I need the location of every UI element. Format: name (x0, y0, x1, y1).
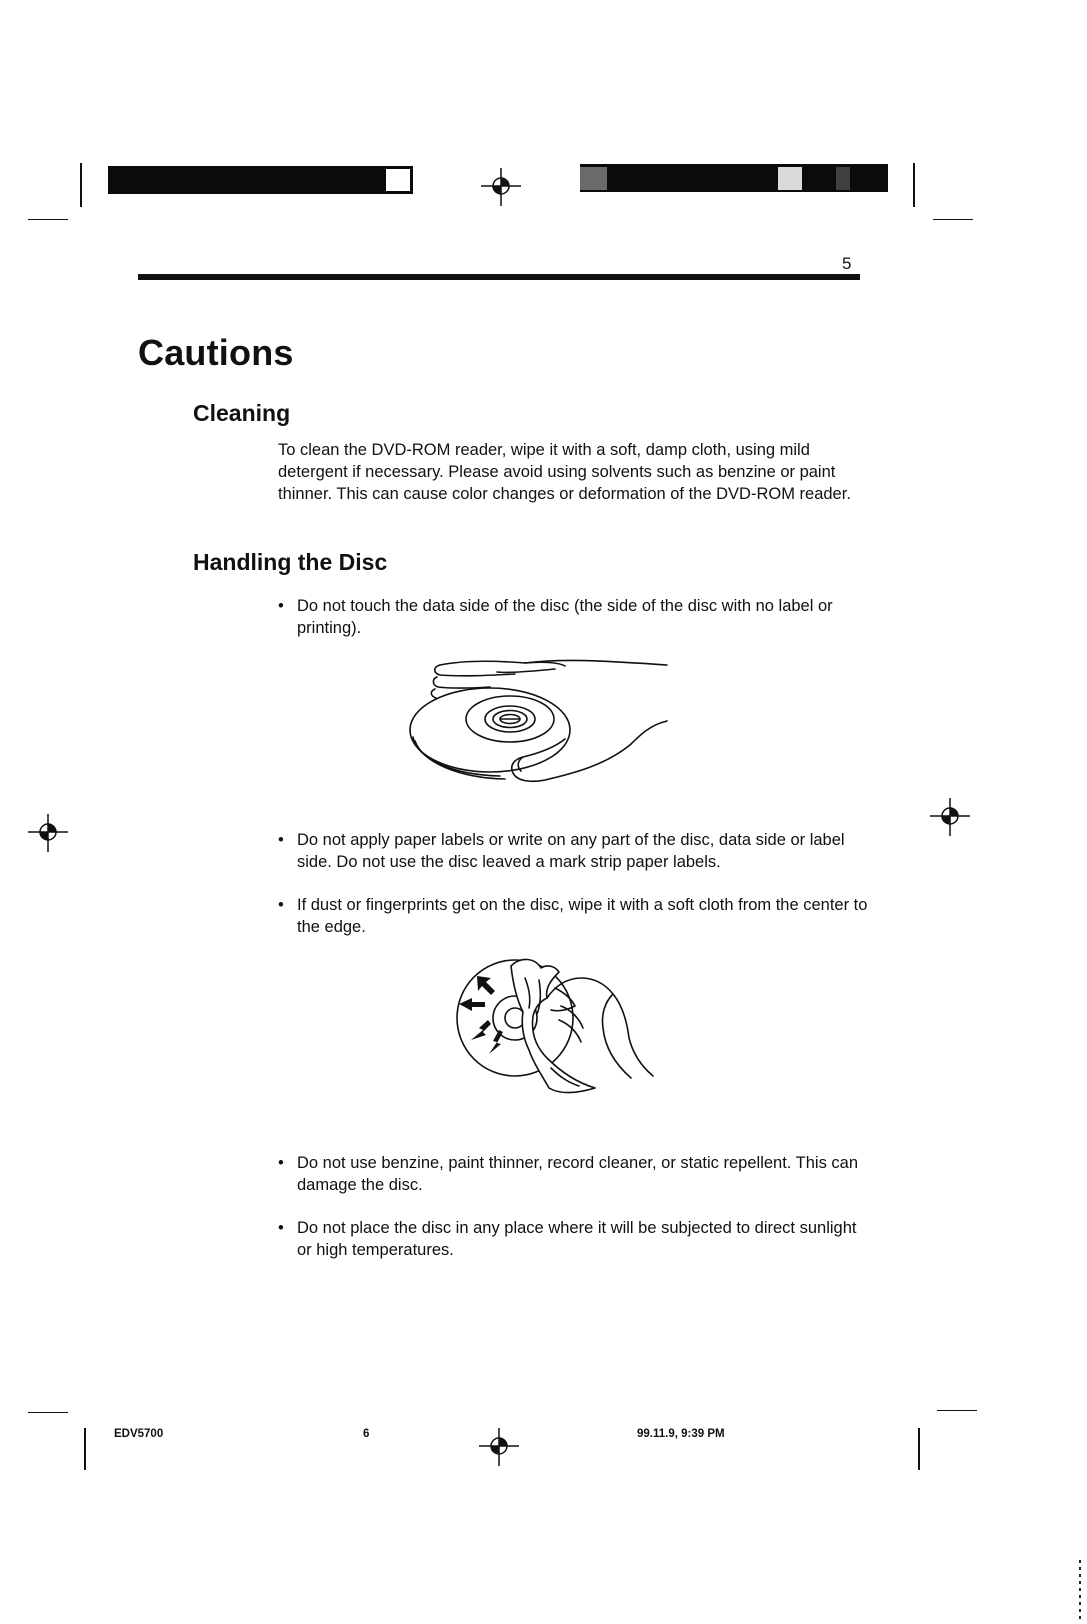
footer-model: EDV5700 (114, 1428, 164, 1440)
registration-crosshair-icon (479, 1426, 519, 1466)
page-number: 5 (842, 254, 852, 273)
crop-mark-icon (84, 1428, 86, 1470)
crop-mark-icon (933, 219, 973, 220)
registration-bar-gray-patch (580, 167, 607, 190)
registration-crosshair-icon (481, 166, 521, 206)
list-item: • If dust or fingerprints get on the disc, wipe it with a soft cloth from the center to the edge. (278, 894, 868, 938)
wiping-disc-illustration (455, 958, 685, 1133)
header-rule (138, 274, 860, 280)
registration-bar-left (108, 166, 383, 194)
section-heading-cleaning: Cleaning (193, 400, 291, 426)
registration-bar-gray-patch (778, 167, 802, 190)
crop-mark-icon (913, 163, 915, 207)
list-item: • Do not use benzine, paint thinner, record cleaner, or static repellent. This can damage the disc. (278, 1152, 868, 1196)
hand-holding-disc-illustration (405, 655, 695, 805)
footer-timestamp: 99.11.9, 9:39 PM (637, 1428, 725, 1440)
registration-box (383, 166, 413, 194)
registration-crosshair-icon (28, 812, 68, 852)
registration-bar-gray-patch (836, 167, 850, 190)
crop-mark-icon (918, 1428, 920, 1470)
footer-sheet-number: 6 (363, 1428, 370, 1440)
crop-mark-icon (28, 219, 68, 220)
list-item: • Do not touch the data side of the disc (the side of the disc with no label or printing). (278, 595, 868, 639)
registration-crosshair-icon (930, 796, 970, 836)
section-heading-handling: Handling the Disc (193, 549, 388, 575)
crop-mark-icon (937, 1410, 977, 1411)
list-item: • Do not place the disc in any place where it will be subjected to direct sunlight or high temperatures. (278, 1217, 868, 1261)
page-title: Cautions (138, 332, 294, 373)
list-item: • Do not apply paper labels or write on any part of the disc, data side or label side. Do not use the disc leaved a mark strip paper labels. (278, 829, 868, 873)
crop-mark-icon (80, 163, 82, 207)
scan-edge-mark (1079, 1560, 1081, 1620)
crop-mark-icon (28, 1412, 68, 1413)
cleaning-paragraph: To clean the DVD-ROM reader, wipe it with a soft, damp cloth, using mild detergent if necessary. Please avoid using solvents such as benzine or paint thinner. This can cause color changes or deformation of the DVD-ROM reader. (278, 441, 851, 503)
